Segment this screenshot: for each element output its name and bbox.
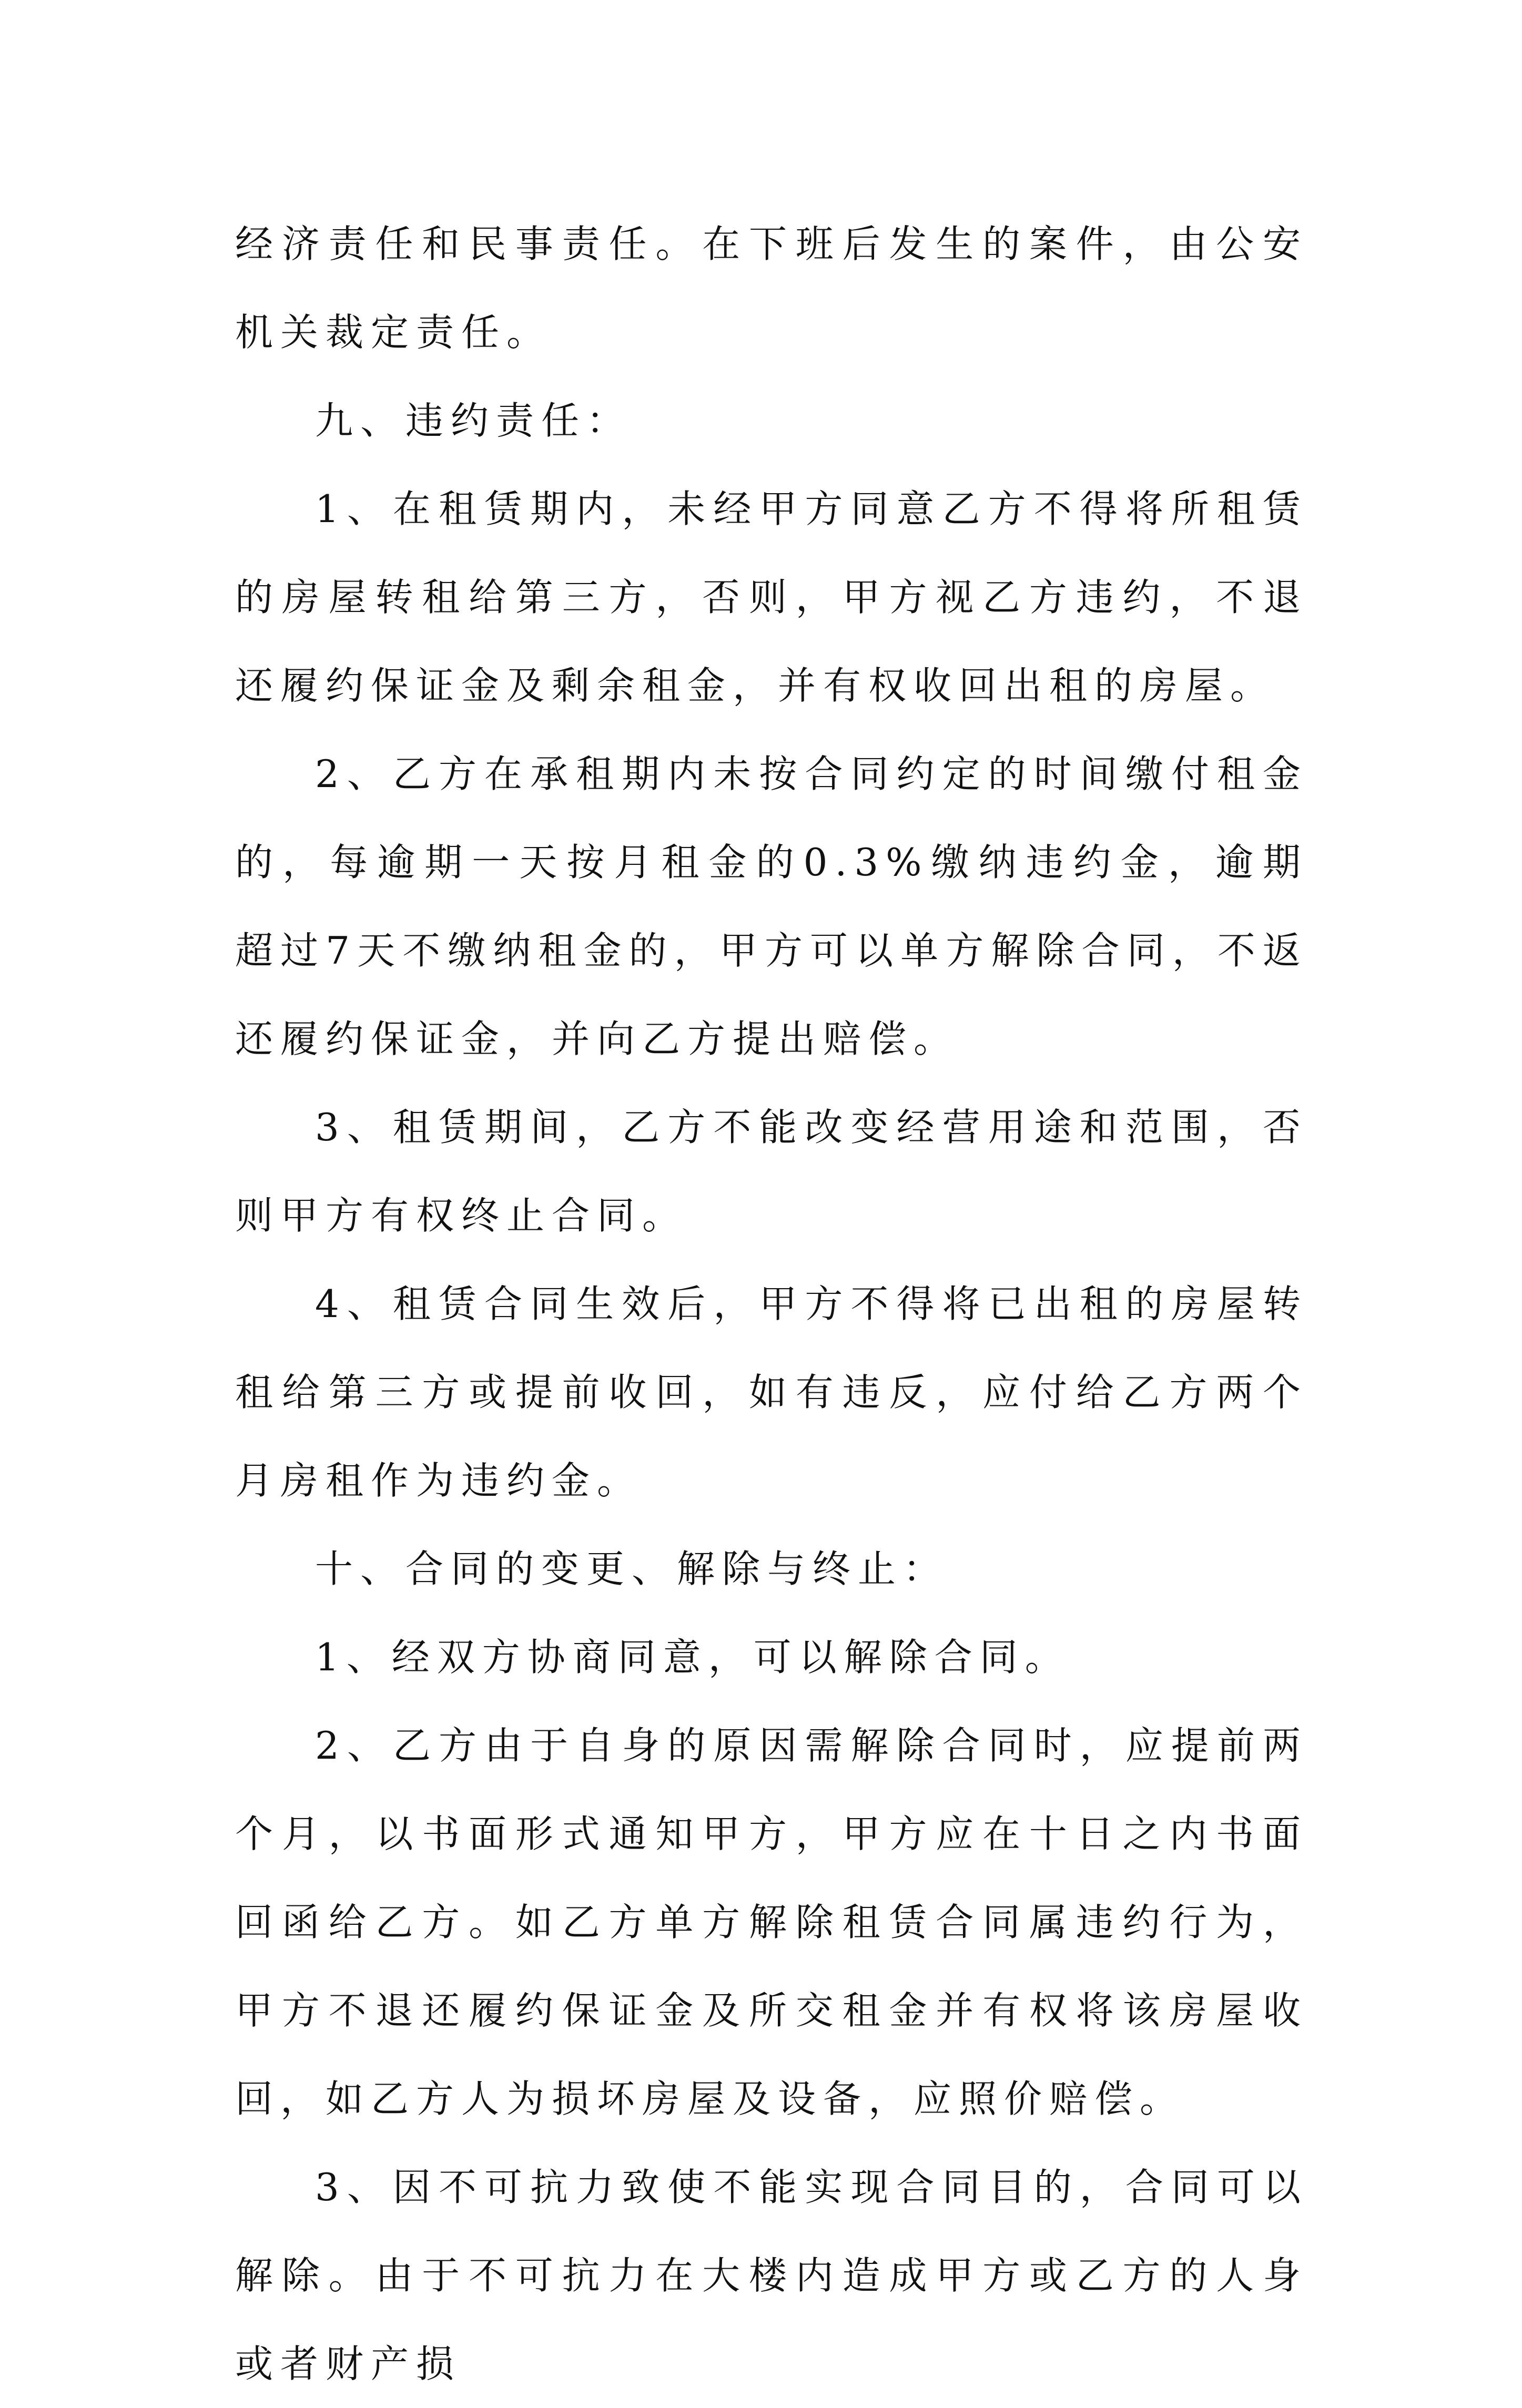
clause-lessor-breach: 4、租赁合同生效后，甲方不得将已出租的房屋转租给第三方或提前收回，如有违反，应付给乙方两个月房租作为违约金。 [235, 1282, 1308, 1503]
clause-lessee-termination: 2、乙方由于自身的原因需解除合同时，应提前两个月，以书面形式通知甲方，甲方应在十日之内书面回函给乙方。如乙方单方解除租赁合同属违约行为，甲方不退还履约保证金及所交租金并有权将该房屋收回，如乙方人为损坏房屋及设备，应照价赔偿。 [235, 1723, 1308, 2121]
section-heading-contract-change: 十、合同的变更、解除与终止： [315, 1547, 949, 1591]
clause-sublease: 1、在租赁期内，未经甲方同意乙方不得将所租赁的房屋转租给第三方，否则，甲方视乙方违约，不退还履约保证金及剩余租金，并有权收回出租的房屋。 [235, 487, 1308, 708]
clause-mutual-termination: 1、经双方协商同意，可以解除合同。 [315, 1635, 1070, 1679]
paragraph-continuation: 经济责任和民事责任。在下班后发生的案件，由公安机关裁定责任。 [235, 222, 1308, 354]
document-body [235, 200, 1308, 2408]
clause-late-rent: 2、乙方在承租期内未按合同约定的时间缴付租金的，每逾期一天按月租金的0.3%缴纳违约金，逾期超过7天不缴纳租金的，甲方可以单方解除合同，不返还履约保证金，并向乙方提出赔偿。 [235, 752, 1308, 1061]
clause-force-majeure: 3、因不可抗力致使不能实现合同目的，合同可以解除。由于不可抗力在大楼内造成甲方或乙方的人身或者财产损 [235, 2165, 1308, 2386]
clause-business-scope: 3、租赁期间，乙方不能改变经营用途和范围，否则甲方有权终止合同。 [235, 1105, 1308, 1238]
section-heading-breach-liability: 九、违约责任： [315, 399, 632, 443]
